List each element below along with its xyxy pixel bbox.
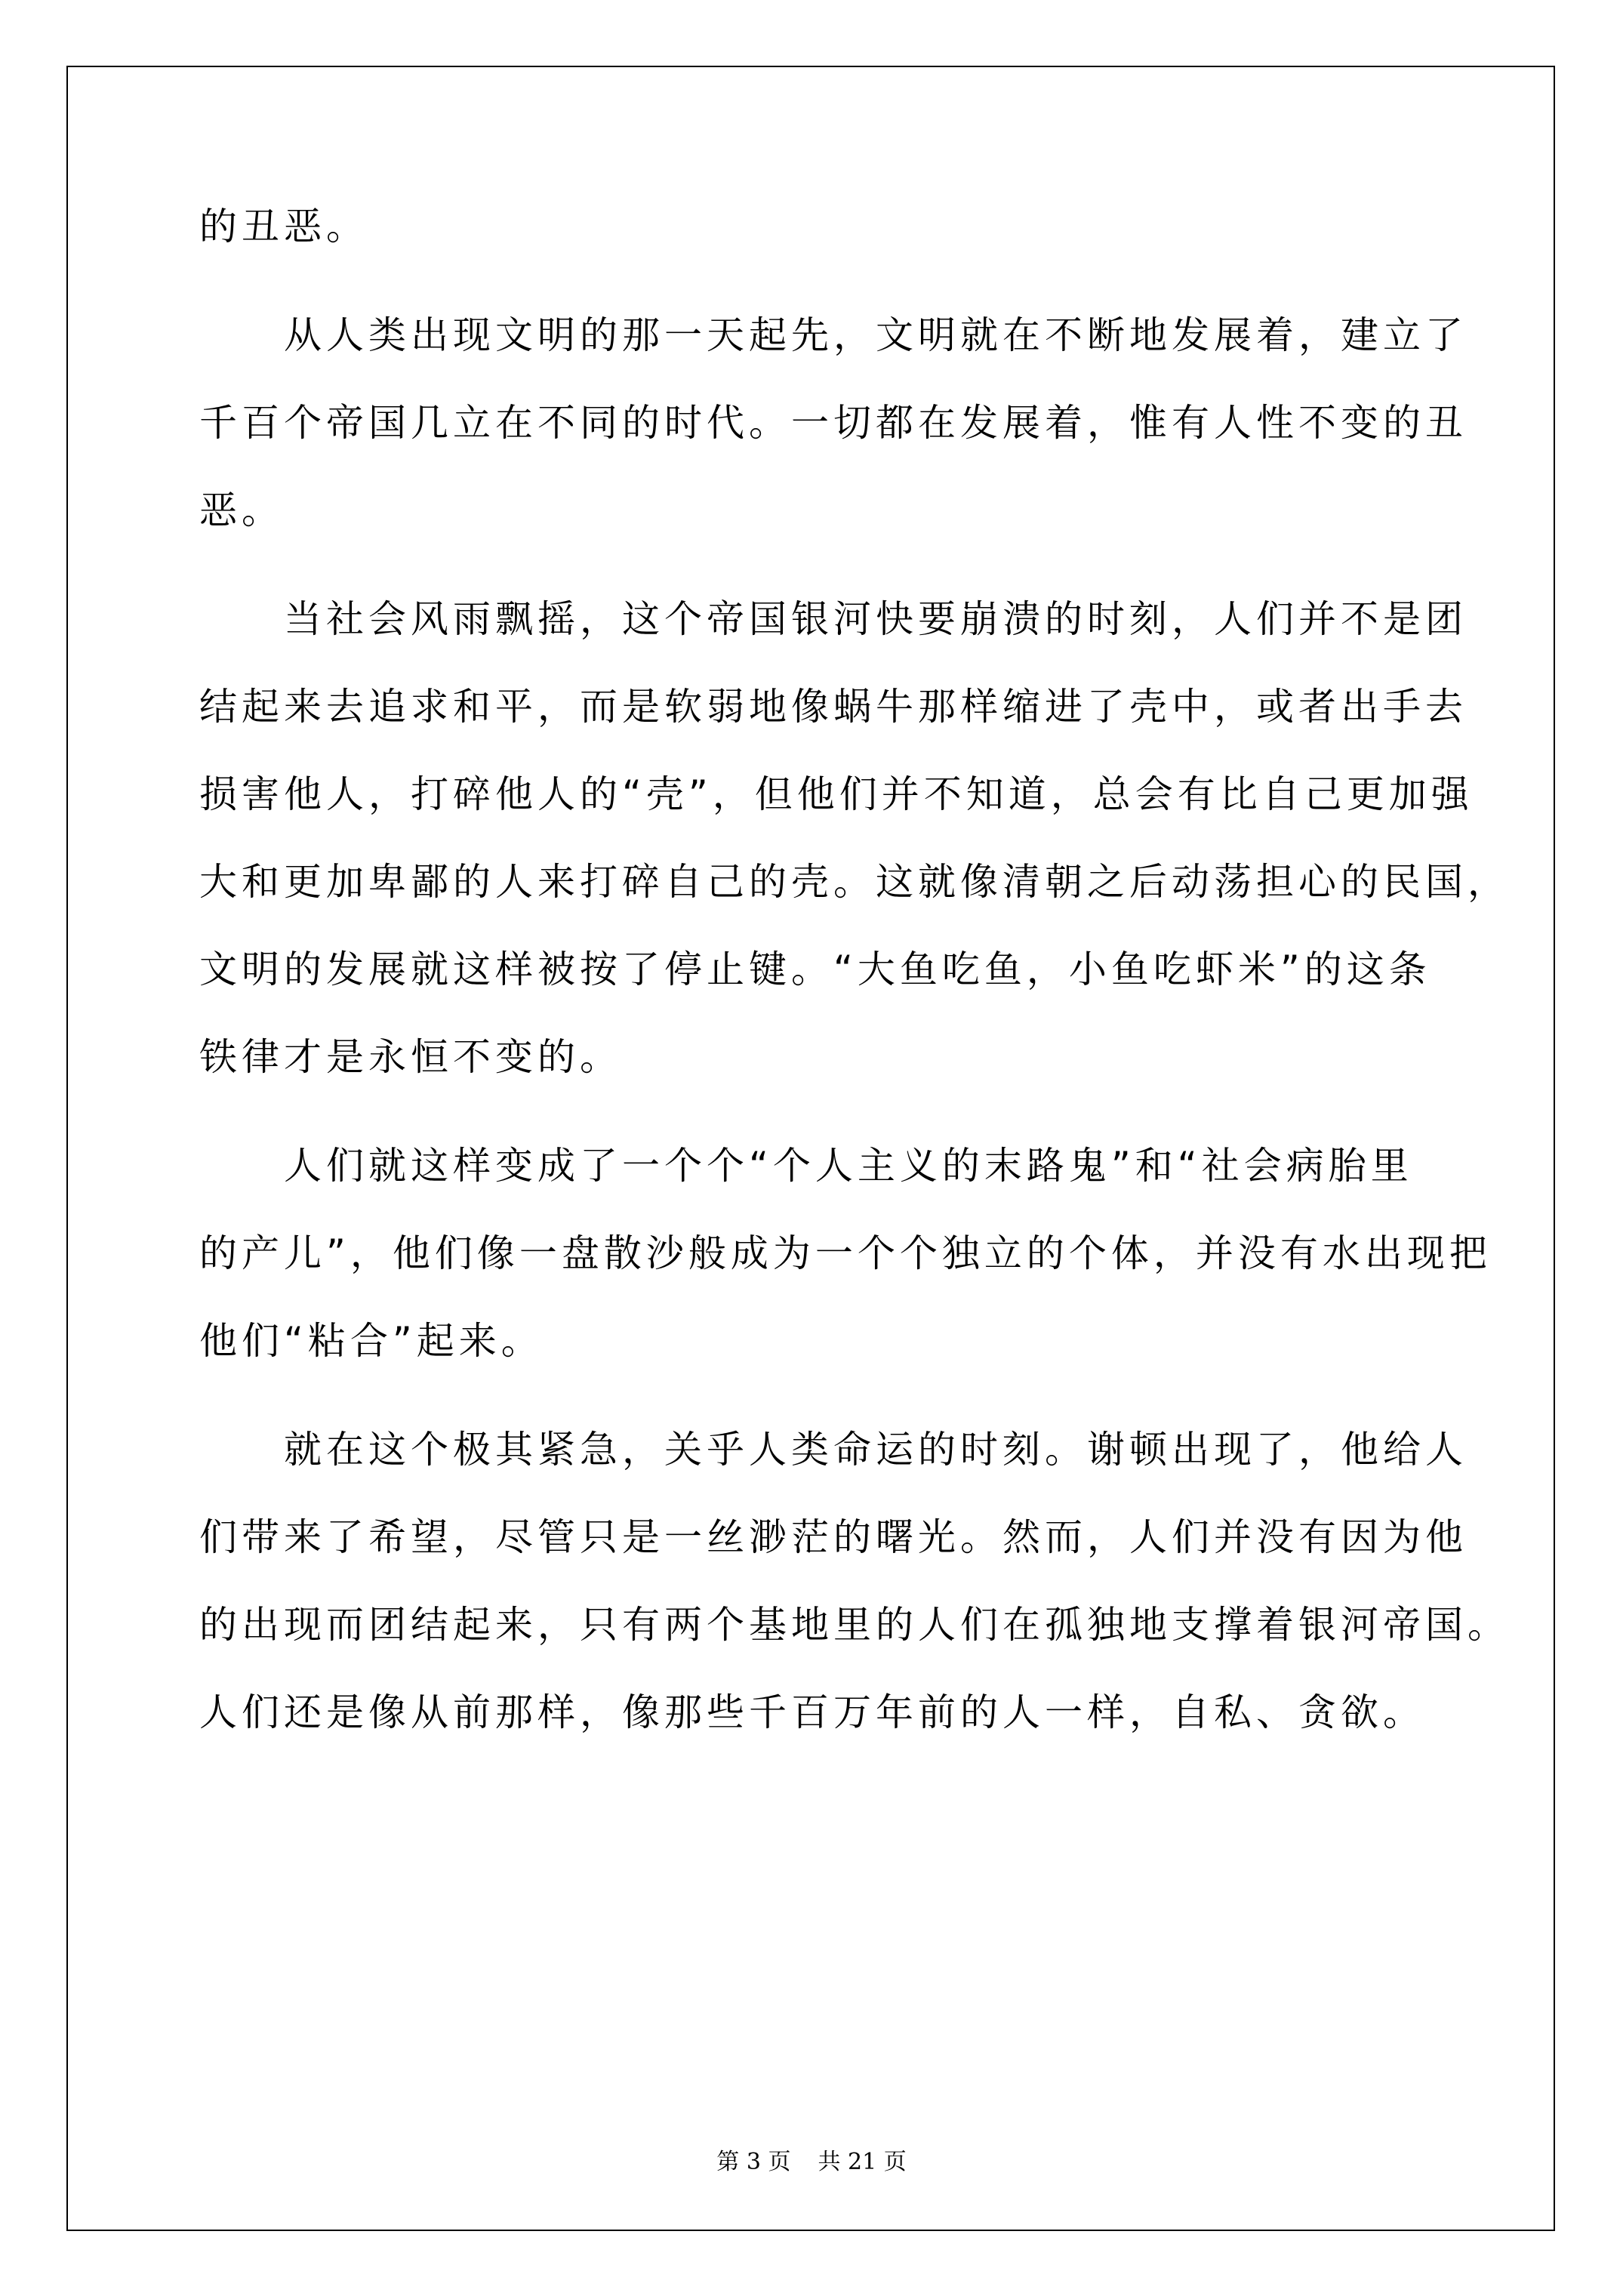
text-line: 铁律才是永恒不变的。 [199, 1035, 622, 1079]
text-line: 人们还是像从前那样，像那些千百万年前的人一样，自私、贪欲。 [199, 1690, 1425, 1734]
page-number: 第 3 页 [716, 2149, 791, 2175]
text-line: 千百个帝国几立在不同的时代。一切都在发展着，惟有人性不变的丑 [199, 401, 1467, 445]
page-footer [0, 2143, 1623, 2176]
text-line: 恶。 [199, 488, 284, 532]
text-line: 的出现而团结起来，只有两个基地里的人们在孤独地支撑着银河帝国。 [199, 1603, 1510, 1647]
text-line: 从人类出现文明的那一天起先，文明就在不断地发展着，建立了 [284, 313, 1467, 357]
text-line: 的丑恶。 [199, 205, 368, 248]
text-line: 的产儿”，他们像一盘散沙般成为一个个独立的个体，并没有水出现把 [199, 1231, 1492, 1275]
text-line: 当社会风雨飘摇，这个帝国银河快要崩溃的时刻，人们并不是团 [284, 597, 1467, 641]
text-line: 他们“粘合”起来。 [199, 1319, 544, 1363]
page-total: 共 21 页 [818, 2149, 907, 2175]
document-body [199, 183, 1510, 1756]
text-line: 人们就这样变成了一个个“个人主义的末路鬼”和“社会病胎里 [284, 1144, 1413, 1188]
text-line: 大和更加卑鄙的人来打碎自己的壳。这就像清朝之后动荡担心的民国， [199, 860, 1510, 904]
text-line: 就在这个极其紧急，关乎人类命运的时刻。谢顿出现了，他给人 [284, 1428, 1467, 1472]
text-line: 文明的发展就这样被按了停止键。“大鱼吃鱼，小鱼吃虾米”的这条 [199, 948, 1431, 991]
text-line: 们带来了希望，尽管只是一丝渺茫的曙光。然而，人们并没有因为他 [199, 1515, 1467, 1559]
text-line: 损害他人，打碎他人的“壳”，但他们并不知道，总会有比自己更加强 [199, 772, 1474, 816]
text-line: 结起来去追求和平，而是软弱地像蜗牛那样缩进了壳中，或者出手去 [199, 685, 1467, 729]
